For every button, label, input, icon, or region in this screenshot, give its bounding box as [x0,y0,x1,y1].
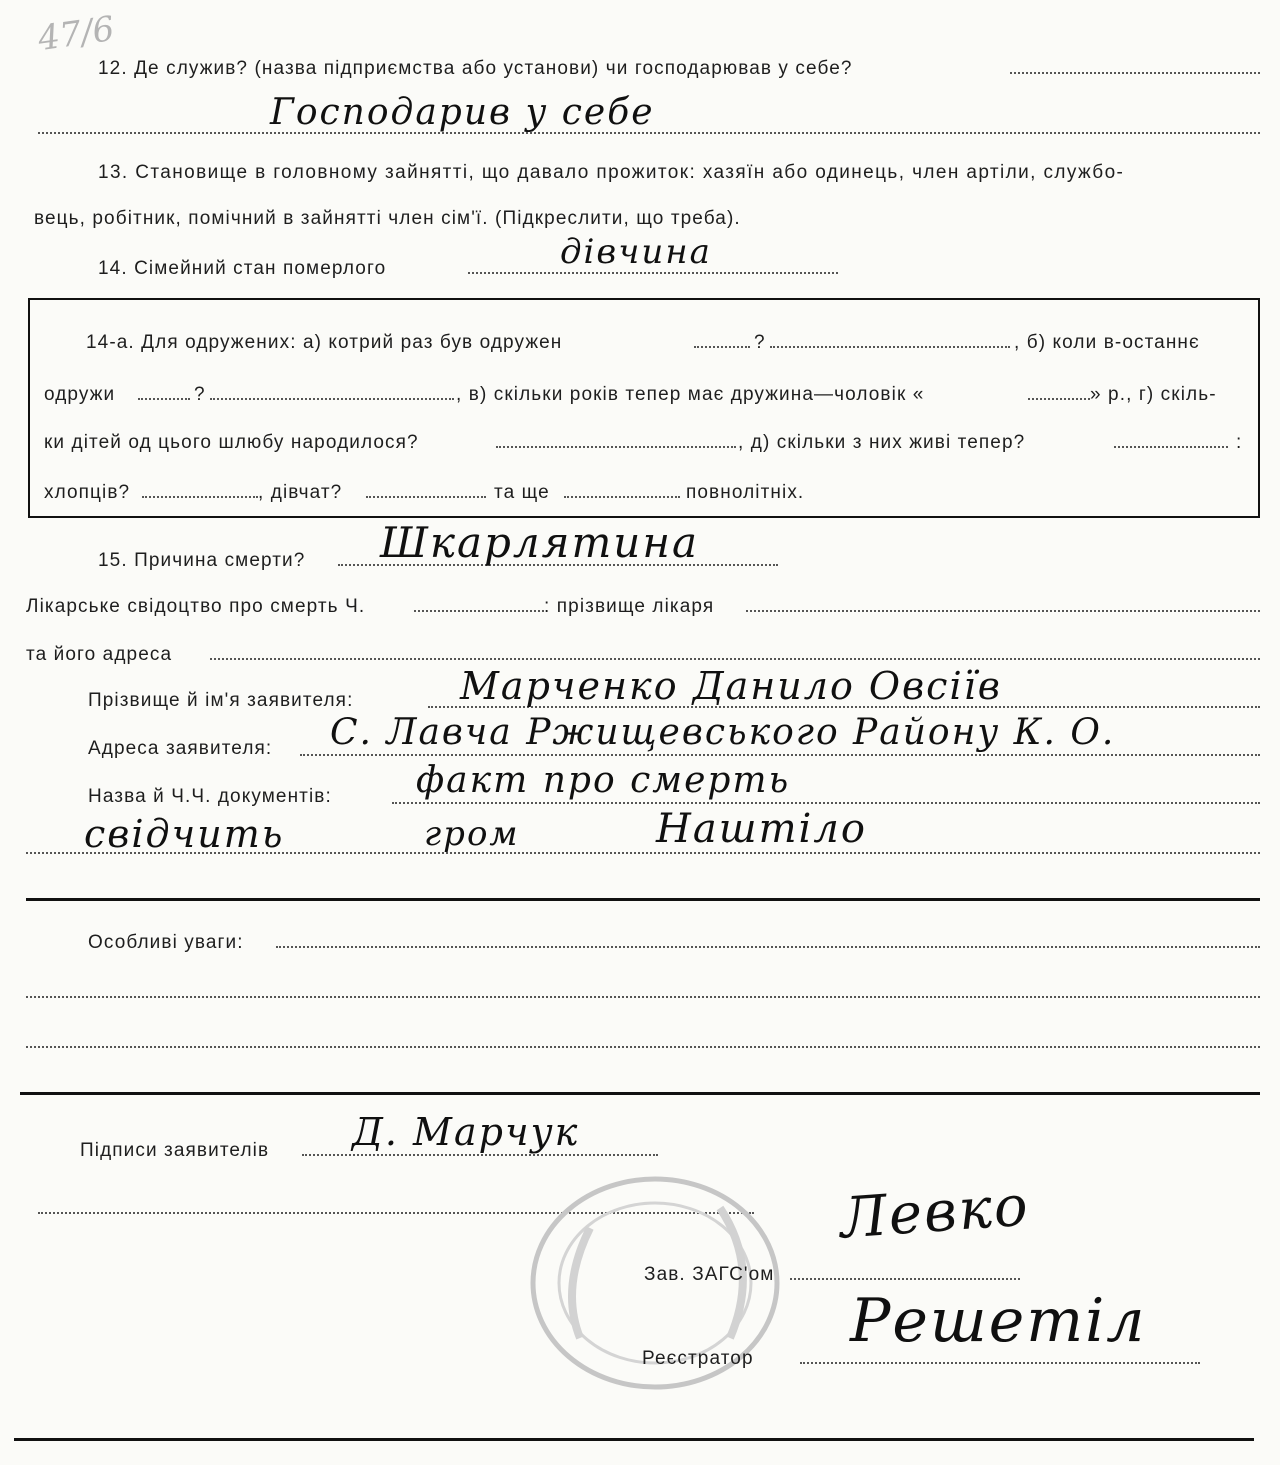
applicant-address-dots [300,754,1260,756]
applicant-address-value: С. Лавча Ржищевського Району К. О. [330,712,1116,753]
q12-answer-line [38,132,1260,134]
registrar-label: Реєстратор [642,1348,754,1369]
applicant-docs-dots [392,802,1260,804]
zags-signature: Левко [837,1173,1032,1252]
q14a-line3: ки дітей од цього шлюбу народилося? [44,432,419,453]
q14a-dots-2 [770,346,1010,348]
q14-dots [468,272,838,274]
q14a-line4d: повнолітніх. [686,482,805,503]
remarks-label: Особливі уваги: [88,932,244,953]
q14a-dots-10 [564,496,680,498]
doctor-address-dots [210,658,1260,660]
q14a-line1: 14-а. Для одружених: а) котрий раз був одружен [86,332,563,353]
q12-answer: Господарив у себе [270,92,655,133]
doctor-surname-label: : прізвище лікаря [544,596,715,617]
doctor-surname-dots [746,610,1260,612]
registrar-signature: Решетіл [850,1286,1147,1356]
q14a-dots-7 [1114,446,1228,448]
remarks-dots-1 [276,946,1260,948]
q14a-line4c: та ще [494,482,550,503]
zags-label: Зав. ЗАГС'ом [644,1264,775,1285]
q14a-line1b: ? [754,332,766,353]
applicant-docs-label: Назва й Ч.Ч. документів: [88,786,332,807]
q14a-dots-9 [366,496,486,498]
doctor-cert-dots [414,610,544,612]
q14a-line2b: ? [194,384,206,405]
applicant-docs-value-1: факт про смерть [416,760,791,801]
q14a-dots-4 [210,398,454,400]
zags-dots [790,1278,1020,1280]
q14a-line4a: хлопців? [44,482,131,503]
applicant-name-value: Марченко Данило Овсіїв [460,664,1002,708]
registrar-dots [800,1362,1200,1364]
q14a-line2: одружи [44,384,116,405]
q14a-dots-6 [496,446,736,448]
q15-label: 15. Причина смерти? [98,550,306,571]
q14a-line4b: , дівчат? [258,482,343,503]
q15-answer: Шкарлятина [380,518,700,567]
applicant-sig-dots [302,1154,658,1156]
q14a-dots-1 [694,346,750,348]
q14a-line3c: : [1236,432,1243,453]
doctor-certificate-label: Лікарське свідоцтво про смерть Ч. [26,596,366,617]
applicant-docs-value-3: гром [424,814,520,854]
q13-line2: вець, робітник, помічний в зайнятті член сім'ї. (Підкреслити, що треба). [34,208,741,229]
section-divider-2 [20,1092,1260,1095]
applicant-signature: Д. Марчук [352,1110,580,1154]
remarks-dots-2 [26,996,1260,998]
q14-label: 14. Сімейний стан померлого [98,258,387,279]
q14a-line3b: , д) скільки з них живі тепер? [738,432,1026,453]
q14a-dots-5 [1028,398,1090,400]
q14a-line2d: » р., г) скіль- [1090,384,1217,405]
applicant-address-label: Адреса заявителя: [88,738,273,759]
q12-dots [1010,72,1260,74]
q14a-dots-8 [142,496,258,498]
remarks-dots-3 [26,1046,1260,1048]
q14a-box [28,298,1260,518]
q13-line1: 13. Становище в головному зайнятті, що давало прожиток: хазяїн або одинець, член артіли, службо- [98,162,1125,183]
q14a-line1c: , б) коли в-останнє [1014,332,1200,353]
stamp-text-arc-left [572,1228,590,1338]
q14a-dots-3 [138,398,190,400]
q14a-line2c: , в) скільки років тепер має дружина—чоловік « [456,384,925,405]
applicant-docs-value-2: свідчить [84,812,285,856]
bottom-rule [14,1438,1254,1441]
q12-label: 12. Де служив? (назва підприємства або установи) чи господарював у себе? [98,58,853,79]
applicant-docs-value-4: Наштіло [656,806,867,852]
applicant-sig-label: Підписи заявителів [80,1140,270,1161]
doctor-address-label: та його адреса [26,644,173,665]
section-divider-1 [26,898,1260,901]
archive-number: 47/6 [35,8,117,60]
applicant-name-label: Прізвище й ім'я заявителя: [88,690,354,711]
q14-answer: дівчина [560,232,712,272]
